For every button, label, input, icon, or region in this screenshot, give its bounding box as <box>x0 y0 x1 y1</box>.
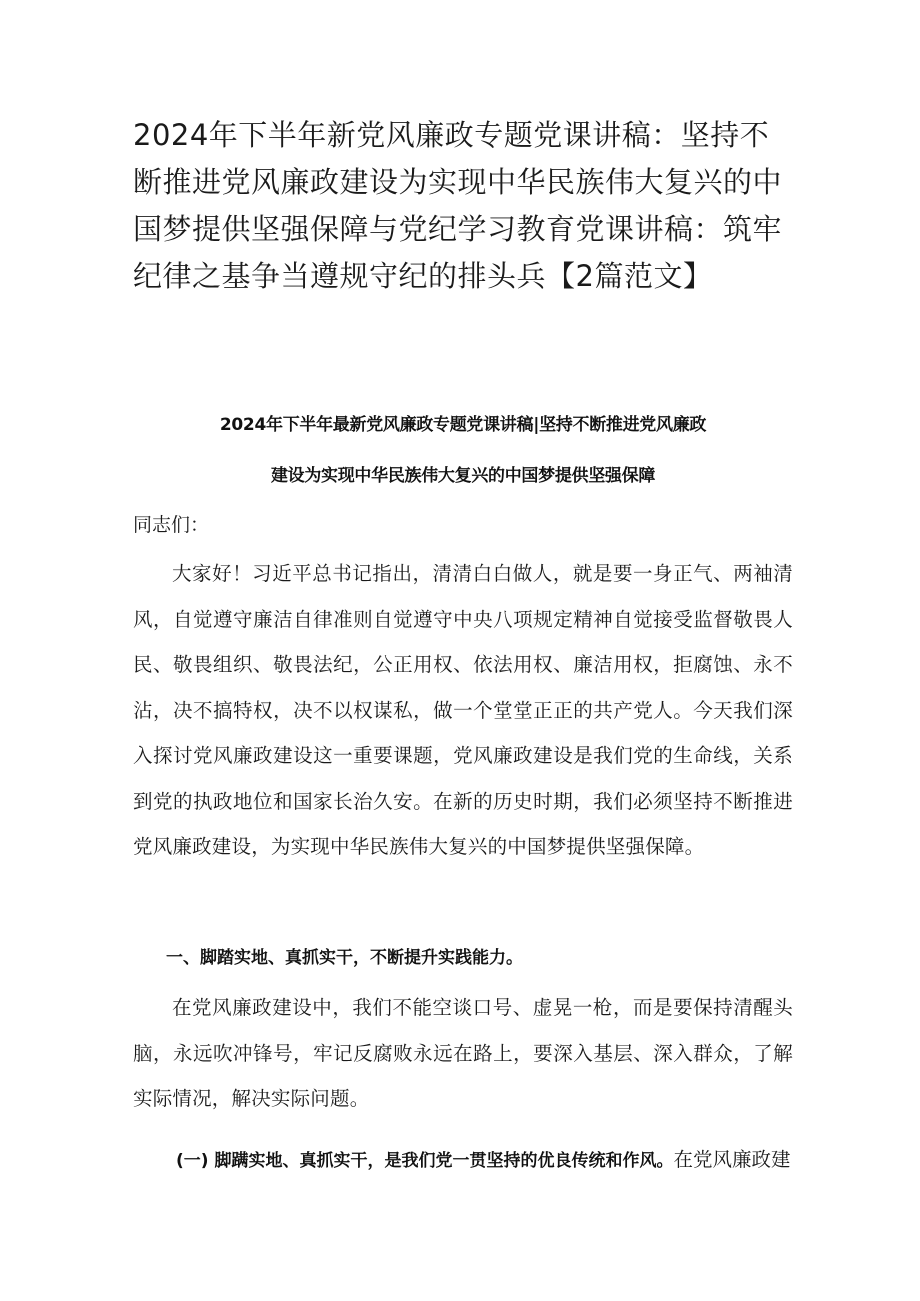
subsection-1-heading: (一) 脚蹒实地、真抓实干，是我们党一贯坚持的优良传统和作风。 <box>176 1151 674 1171</box>
subsection-1-text: 在党风廉政建 <box>673 1148 791 1171</box>
lecture-title-line-1: 2024年下半年最新党风廉政专题党课讲稿|坚持不断推进党风廉政 <box>219 415 707 435</box>
salutation: 同志们： <box>133 514 210 536</box>
lecture-title-line-2: 建设为实现中华民族伟大复兴的中国梦提供坚强保障 <box>270 466 656 486</box>
section-1-heading: 一、脚踏实地、真抓实干，不断提升实践能力。 <box>166 948 523 968</box>
section-1-paragraph: 在党风廉政建设中，我们不能空谈口号、虚晃一枪，而是要保持清醒头脑，永远吹冲锋号，牢记反腐败永远在路上，要深入基层、深入群众，了解实际情况，解决实际问题。 <box>133 996 793 1110</box>
document-main-title: 2024年下半年新党风廉政专题党课讲稿：坚持不断推进党风廉政建设为实现中华民族伟大复兴的中国梦提供坚强保障与党纪学习教育党课讲稿：筑牢纪律之基争当遵规守纪的排头兵【2篇范文】 <box>133 118 783 293</box>
opening-paragraph: 大家好！习近平总书记指出，清清白白做人，就是要一身正气、两袖清风，自觉遵守廉洁自律准则自觉遵守中央八项规定精神自觉接受监督敬畏人民、敬畏组织、敬畏法纪，公正用权、依法用权、廉洁用权，拒腐蚀、永不沾，决不搞特权，决不以权谋私，做一个堂堂正正的共产党人。今天我们深入探讨党风廉政建设这一重要课题，党风廉政建设是我们党的生命线，关系到党的执政地位和国家长治久安。在新的历史时期，我们必须坚持不断推进党风廉政建设，为实现中华民族伟大复兴的中国梦提供坚强保障。 <box>133 562 793 858</box>
subsection-1-line <box>176 1146 790 1175</box>
